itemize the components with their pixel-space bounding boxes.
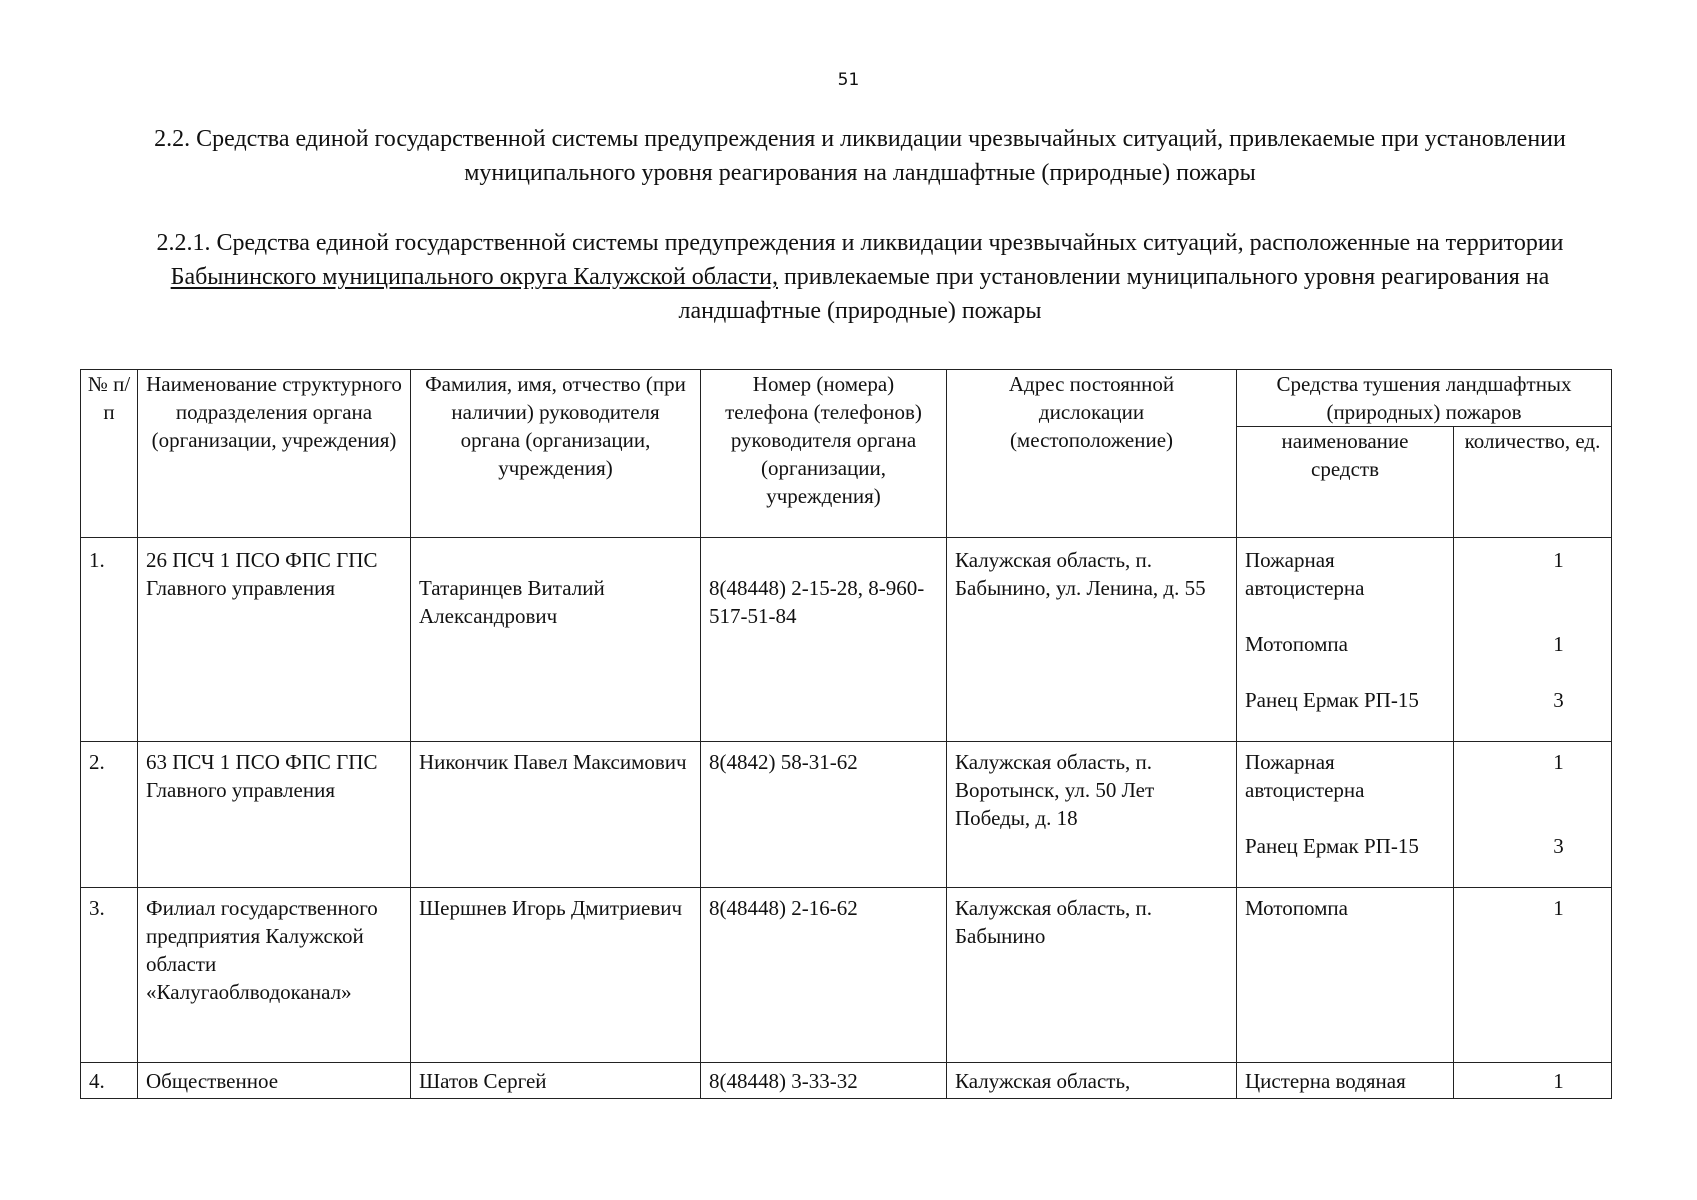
header-means: Средства тушения ландшафтных (природных) пожаров: [1237, 370, 1612, 427]
means-qty: 1: [1553, 750, 1564, 774]
header-num: № п/п: [81, 370, 138, 538]
row-phone: [701, 538, 947, 742]
row-means-qty: [1454, 1063, 1612, 1099]
subsection-heading-start: 2.2.1. Средства единой государственной системы предупреждения и ликвидации чрезвычайных ситуаций, расположенные на территории: [156, 230, 1564, 256]
means-name: Цистерна водяная: [1245, 1069, 1406, 1093]
page-number: 51: [837, 70, 860, 90]
row-address: Калужская область, п. Воротынск, ул. 50 Лет Победы, д. 18: [947, 742, 1237, 888]
means-qty: 1: [1553, 896, 1564, 920]
row-means-names: [1237, 538, 1454, 742]
row-phone: 8(48448) 2-16-62: [701, 888, 947, 1063]
means-qty: 3: [1553, 834, 1564, 858]
header-head: Фамилия, имя, отчество (при наличии) руководителя органа (организации, учреждения): [411, 370, 701, 538]
row-org: 26 ПСЧ 1 ПСО ФПС ГПС Главного управления: [138, 538, 411, 742]
header-address: Адрес постоянной дислокации (местоположение): [947, 370, 1237, 538]
row-num: 3.: [81, 888, 138, 1063]
means-qty: 1: [1553, 1069, 1564, 1093]
means-qty: 1: [1553, 632, 1564, 656]
row-address: Калужская область, п. Бабынино, ул. Ленина, д. 55: [947, 538, 1237, 742]
means-name: Мотопомпа: [1245, 632, 1348, 656]
header-means-name: наименование средств: [1237, 427, 1454, 538]
row-num: 1.: [81, 538, 138, 742]
row-head-text: Татаринцев Виталий Александрович: [419, 576, 605, 628]
row-org: 63 ПСЧ 1 ПСО ФПС ГПС Главного управления: [138, 742, 411, 888]
row-phone-text: 8(48448) 2-15-28, 8-960-517-51-84: [709, 576, 925, 628]
row-head: Шершнев Игорь Дмитриевич: [411, 888, 701, 1063]
header-phone: Номер (номера) телефона (телефонов) руководителя органа (организации, учреждения): [701, 370, 947, 538]
resources-table: [80, 369, 1612, 1099]
row-address: Калужская область, п. Бабынино: [947, 888, 1237, 1063]
means-name: Ранец Ермак РП-15: [1245, 688, 1419, 712]
table-row: [81, 742, 1612, 888]
header-means-qty: количество, ед.: [1454, 427, 1612, 538]
row-num: 4.: [81, 1063, 138, 1099]
means-name: Ранец Ермак РП-15: [1245, 834, 1419, 858]
means-name: Пожарная автоцистерна: [1245, 750, 1365, 802]
table-row: [81, 1063, 1612, 1099]
header-row: [81, 370, 1612, 427]
row-head: [411, 538, 701, 742]
means-qty: 3: [1553, 688, 1564, 712]
row-means-qty: [1454, 538, 1612, 742]
subsection-heading-district: Бабынинского муниципального округа Калужской области,: [170, 264, 778, 290]
row-org: Филиал государственного предприятия Калужской области «Калугаоблводоканал»: [138, 888, 411, 1063]
row-means-names: [1237, 1063, 1454, 1099]
row-means-names: [1237, 742, 1454, 888]
subsection-heading: [110, 226, 1610, 328]
row-num: 2.: [81, 742, 138, 888]
subsection-heading-end: привлекаемые при установлении муниципального уровня реагирования на ландшафтные (природные) пожары: [678, 264, 1550, 324]
header-org: Наименование структурного подразделения органа (организации, учреждения): [138, 370, 411, 538]
table-row: [81, 538, 1612, 742]
row-head: Никончик Павел Максимович: [411, 742, 701, 888]
table-row: [81, 888, 1612, 1063]
row-phone: 8(4842) 58-31-62: [701, 742, 947, 888]
row-org: Общественное: [138, 1063, 411, 1099]
row-means-qty: [1454, 742, 1612, 888]
means-name: Пожарная автоцистерна: [1245, 548, 1365, 600]
section-heading: 2.2. Средства единой государственной системы предупреждения и ликвидации чрезвычайных ситуаций, привлекаемые при установлении муниципального уровня реагирования на ландшафтные (природные) пожары: [154, 126, 1566, 186]
row-means-names: [1237, 888, 1454, 1063]
row-phone: 8(48448) 3-33-32: [701, 1063, 947, 1099]
means-name: Мотопомпа: [1245, 896, 1348, 920]
row-means-qty: [1454, 888, 1612, 1063]
means-qty: 1: [1553, 548, 1564, 572]
row-head: Шатов Сергей: [411, 1063, 701, 1099]
row-address: Калужская область,: [947, 1063, 1237, 1099]
